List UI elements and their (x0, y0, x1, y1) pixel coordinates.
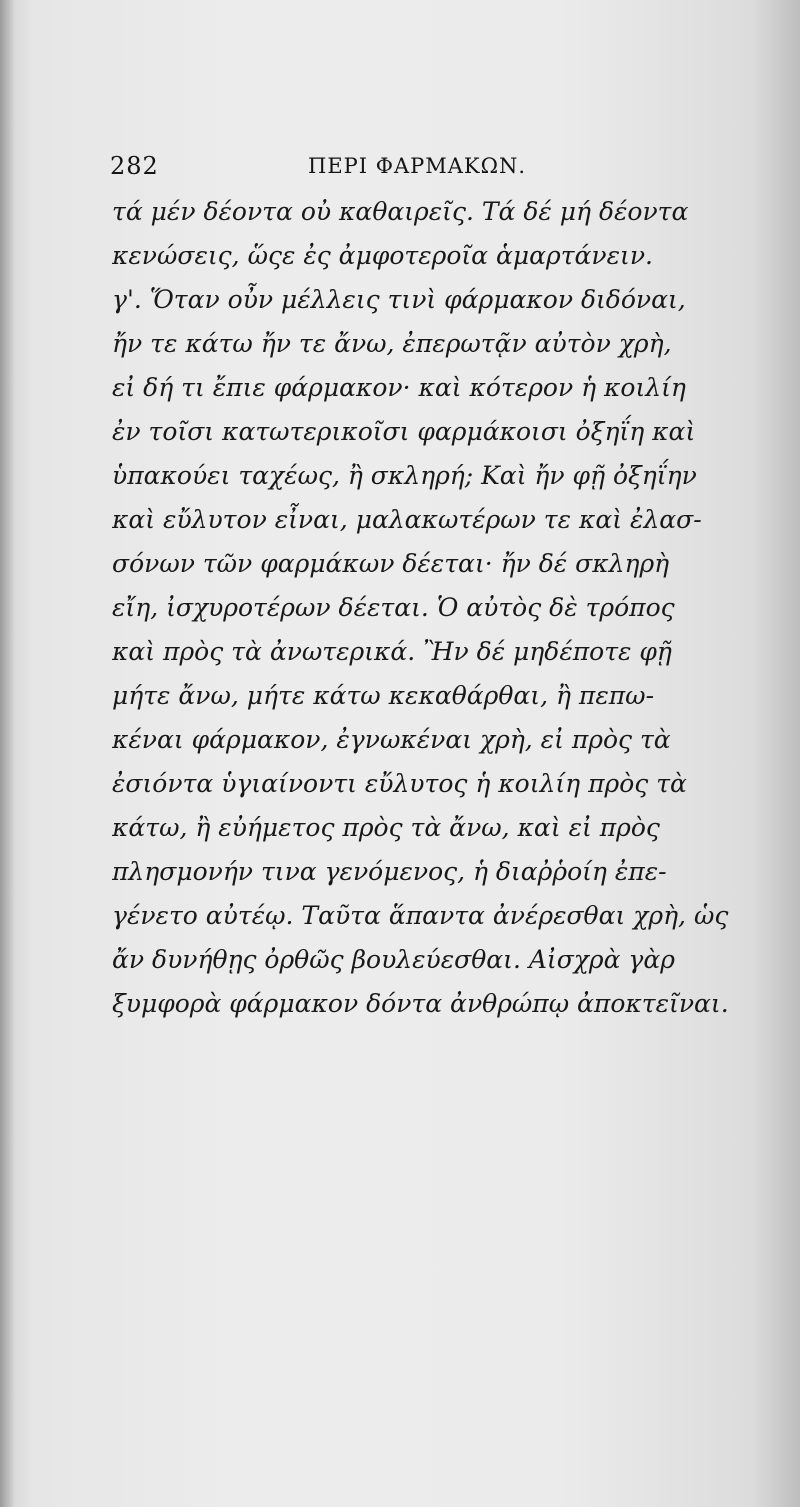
text-line: γένετο αὐτέῳ. Ταῦτα ἅπαντα ἀνέρεσθαι χρὴ, ὡς (112, 901, 729, 930)
text-line: κέναι φάρμακον, ἐγνωκέναι χρὴ, εἰ πρὸς τὰ (112, 725, 671, 754)
running-title: ΠΕΡΙ ΦΑΡΜΑΚΩΝ. (308, 154, 527, 178)
text-line: ξυμφορὰ φάρμακον δόντα ἀνθρώπῳ ἀποκτεῖναι. (112, 989, 729, 1018)
text-line: μήτε ἄνω, μήτε κάτω κεκαθάρθαι, ἢ πεπω- (112, 681, 655, 710)
text-line: καὶ εὔλυτον εἶναι, μαλακωτέρων τε καὶ ἐλασ- (112, 505, 702, 534)
text-line: κενώσεις, ὥςε ἐς ἀμφοτεροῖα ἁμαρτάνειν. (112, 241, 653, 270)
text-line: εἴη, ἰσχυροτέρων δέεται. Ὁ αὐτὸς δὲ τρόπος (112, 593, 675, 622)
text-line: καὶ πρὸς τὰ ἀνωτερικά. Ἢν δέ μηδέποτε φῇ (112, 637, 672, 666)
text-line: ἄν δυνήθῃς ὀρθῶς βουλεύεσθαι. Αἰσχρὰ γὰρ (112, 945, 675, 974)
text-line: πλησμονήν τινα γενόμενος, ἡ διαῤῥοίη ἐπε- (112, 857, 667, 886)
page-gutter (0, 0, 14, 1507)
text-line: ἤν τε κάτω ἤν τε ἄνω, ἐπερωτᾷν αὐτὸν χρὴ, (112, 329, 672, 358)
text-line: ἐσιόντα ὑγιαίνοντι εὔλυτος ἡ κοιλίη πρὸς τὰ (112, 769, 687, 798)
text-line: ἐν τοῖσι κατωτερικοῖσι φαρμάκοισι ὀξηΐη καὶ (112, 417, 696, 446)
page-number: 282 (110, 152, 159, 180)
page-header (110, 150, 740, 190)
text-line: εἰ δή τι ἔπιε φάρμακον· καὶ κότερον ἡ κοιλίη (112, 373, 686, 402)
body-text (112, 190, 752, 1026)
text-line: ὑπακούει ταχέως, ἢ σκληρή; Καὶ ἤν φῇ ὀξηΐην (112, 461, 697, 490)
text-line: κάτω, ἢ εὐήμετος πρὸς τὰ ἄνω, καὶ εἰ πρὸς (112, 813, 660, 842)
text-line: σόνων τῶν φαρμάκων δέεται· ἤν δέ σκληρὴ (112, 549, 670, 578)
text-line: τά μέν δέοντα οὐ καθαιρεῖς. Τά δέ μή δέοντα (112, 197, 689, 226)
text-line: γ'. Ὅταν οὖν μέλλεις τινὶ φάρμακον διδόναι, (112, 285, 686, 314)
